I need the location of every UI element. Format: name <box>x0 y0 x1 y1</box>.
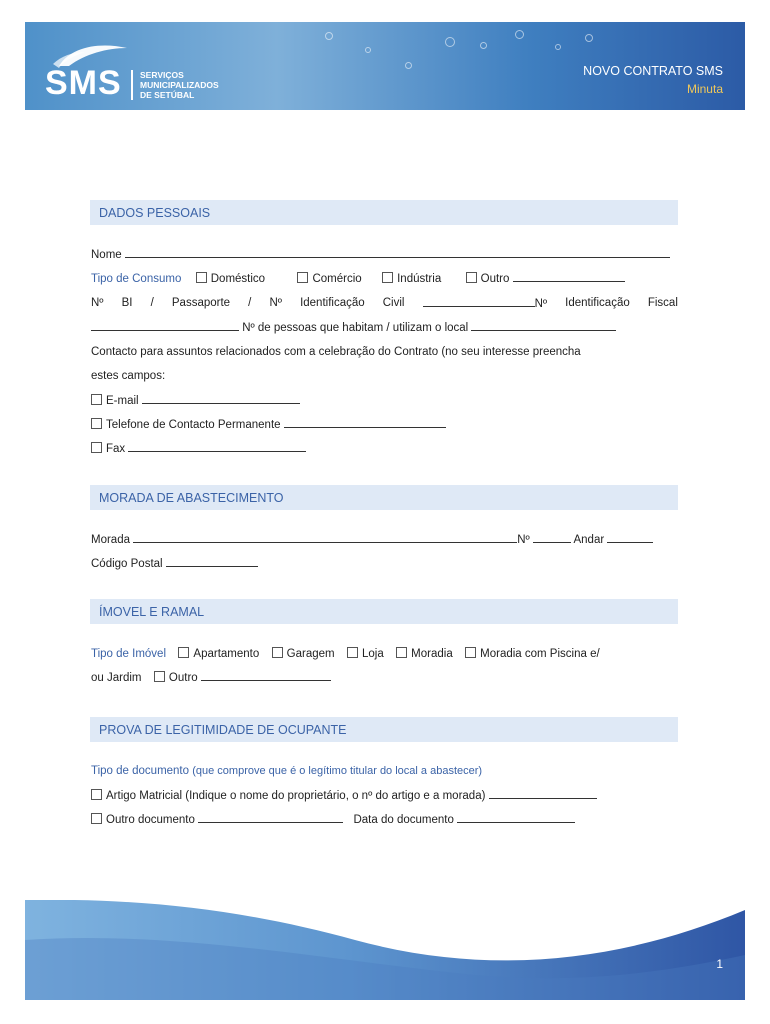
artigo-row <box>91 789 597 802</box>
id-fiscal-label: Identificação <box>565 297 630 309</box>
codigo-postal-label: Código Postal <box>91 558 163 570</box>
logo-line: SERVIÇOS <box>140 70 184 80</box>
fax-field[interactable] <box>128 442 306 452</box>
ou-jardim-row <box>91 671 331 684</box>
loja-checkbox[interactable] <box>347 647 358 658</box>
id-fiscal-field[interactable] <box>91 321 239 331</box>
moradia-piscina-label: Moradia com Piscina e/ <box>480 648 600 660</box>
email-field[interactable] <box>142 394 300 404</box>
codigo-postal-row <box>91 557 258 570</box>
section-title: PROVA DE LEGITIMIDADE DE OCUPANTE <box>99 723 347 737</box>
industria-checkbox[interactable] <box>382 272 393 283</box>
logo-divider <box>131 70 133 100</box>
bi-label: Nº <box>269 297 282 309</box>
andar-label: Andar <box>573 534 605 546</box>
tipo-imovel-label: Tipo de Imóvel <box>91 648 166 660</box>
outro-documento-label: Outro documento <box>106 814 195 826</box>
nome-row <box>91 248 670 261</box>
bi-label: Identificação <box>300 297 365 309</box>
id-fiscal-label: Nº <box>534 298 548 310</box>
bubble-decoration <box>445 37 455 47</box>
section-dados-pessoais <box>90 200 678 225</box>
bi-label: Passaporte <box>171 297 231 309</box>
logo-line: MUNICIPALIZADOS <box>140 80 219 90</box>
domestico-label: Doméstico <box>210 273 266 285</box>
comercio-label: Comércio <box>312 273 362 285</box>
bi-label: Civil <box>382 297 405 309</box>
moradia-label: Moradia <box>411 648 453 660</box>
outro-documento-checkbox[interactable] <box>91 813 102 824</box>
section-title: DADOS PESSOAIS <box>99 206 211 220</box>
moradia-checkbox[interactable] <box>396 647 407 658</box>
outro-consumo-checkbox[interactable] <box>466 272 477 283</box>
ou-jardim-label: ou Jardim <box>91 672 142 684</box>
header-banner <box>25 22 745 110</box>
pessoas-label: Nº de pessoas que habitam / utilizam o local <box>242 322 469 334</box>
section-title: ÍMOVEL E RAMAL <box>99 605 205 619</box>
section-title: MORADA DE ABASTECIMENTO <box>99 491 284 505</box>
document-title: NOVO CONTRATO SMS <box>583 64 723 78</box>
email-checkbox[interactable] <box>91 394 102 405</box>
moradia-piscina-checkbox[interactable] <box>465 647 476 658</box>
email-row <box>91 394 300 407</box>
contacto-text: Contacto para assuntos relacionados com a celebração do Contrato (no seu interesse preencha <box>91 346 581 358</box>
artigo-label: Artigo Matricial (Indique o nome do proprietário, o nº do artigo e a morada) <box>106 790 486 802</box>
fax-label: Fax <box>106 443 126 455</box>
bi-label: BI <box>121 297 133 309</box>
tipo-consumo-row <box>91 272 625 285</box>
bubble-decoration <box>405 62 412 69</box>
outro-imovel-field[interactable] <box>201 671 331 681</box>
tipo-documento-note: (que comprove que é o legítimo titular do local a abastecer) <box>192 765 483 777</box>
bi-field[interactable] <box>423 297 535 307</box>
bubble-decoration <box>585 34 593 42</box>
bubble-decoration <box>365 47 371 53</box>
outro-consumo-field[interactable] <box>513 272 625 282</box>
domestico-checkbox[interactable] <box>196 272 207 283</box>
morada-field[interactable] <box>133 533 517 543</box>
section-prova <box>90 717 678 742</box>
numero-field[interactable] <box>533 533 571 543</box>
logo-line: DE SETÚBAL <box>140 90 195 100</box>
outro-imovel-label: Outro <box>168 672 198 684</box>
bi-label: / <box>248 297 252 309</box>
telefone-row <box>91 418 446 431</box>
fax-row <box>91 442 306 455</box>
outro-consumo-label: Outro <box>480 273 510 285</box>
outro-documento-row <box>91 813 575 826</box>
morada-row <box>91 533 653 546</box>
tipo-documento-row <box>91 765 482 777</box>
nome-field[interactable] <box>125 248 670 258</box>
loja-label: Loja <box>362 648 384 660</box>
fax-checkbox[interactable] <box>91 442 102 453</box>
outro-imovel-checkbox[interactable] <box>154 671 165 682</box>
andar-field[interactable] <box>607 533 653 543</box>
bi-label: Nº <box>91 297 104 309</box>
logo-wordmark: SMS <box>45 64 122 102</box>
bubble-decoration <box>515 30 524 39</box>
bubble-decoration <box>325 32 333 40</box>
nome-label: Nome <box>91 249 122 261</box>
apartamento-label: Apartamento <box>193 648 260 660</box>
morada-label: Morada <box>91 534 130 546</box>
pessoas-field[interactable] <box>471 321 616 331</box>
id-fiscal-label: Fiscal <box>647 297 678 309</box>
telefone-checkbox[interactable] <box>91 418 102 429</box>
page-number: 1 <box>716 957 723 971</box>
bi-row <box>91 297 678 310</box>
bubble-decoration <box>555 44 561 50</box>
section-imovel <box>90 599 678 624</box>
tipo-imovel-row <box>91 647 600 660</box>
industria-label: Indústria <box>397 273 442 285</box>
pessoas-row <box>91 321 616 334</box>
telefone-field[interactable] <box>284 418 446 428</box>
campos-text: estes campos: <box>91 370 166 382</box>
numero-label: Nº <box>517 534 530 546</box>
tipo-documento-label: Tipo de documento <box>91 765 190 777</box>
comercio-checkbox[interactable] <box>297 272 308 283</box>
sms-logo <box>45 42 245 102</box>
section-morada <box>90 485 678 510</box>
bubble-decoration <box>480 42 487 49</box>
tipo-consumo-label: Tipo de Consumo <box>91 273 182 285</box>
artigo-checkbox[interactable] <box>91 789 102 800</box>
telefone-label: Telefone de Contacto Permanente <box>106 419 281 431</box>
bi-label: / <box>150 297 154 309</box>
footer-wave <box>25 900 745 1000</box>
garagem-checkbox[interactable] <box>272 647 283 658</box>
document-subtitle: Minuta <box>686 82 723 96</box>
email-label: E-mail <box>106 395 139 407</box>
data-documento-field[interactable] <box>457 813 575 823</box>
outro-documento-field[interactable] <box>198 813 343 823</box>
apartamento-checkbox[interactable] <box>178 647 189 658</box>
artigo-field[interactable] <box>489 789 597 799</box>
codigo-postal-field[interactable] <box>166 557 258 567</box>
data-documento-label: Data do documento <box>353 814 454 826</box>
garagem-label: Garagem <box>286 648 335 660</box>
logo-caption <box>140 70 219 100</box>
